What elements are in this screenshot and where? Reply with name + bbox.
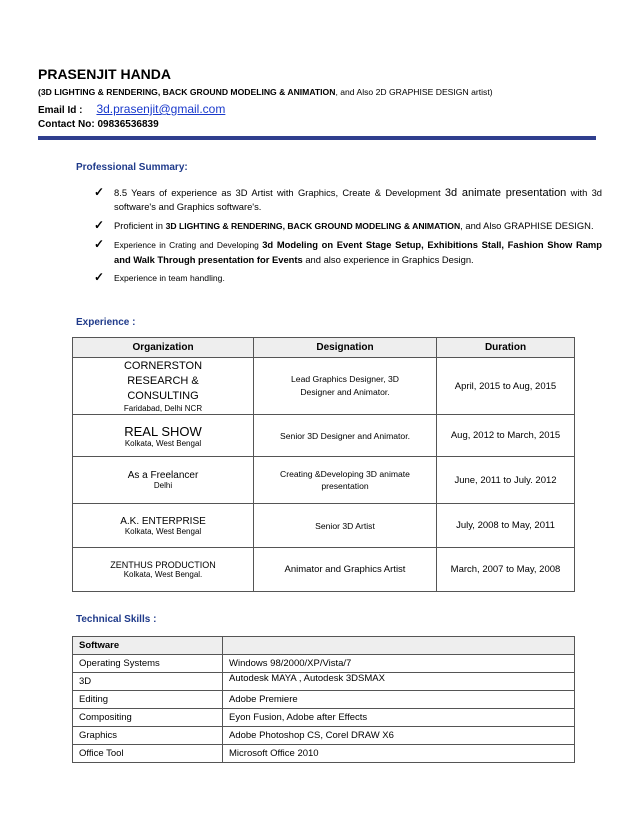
org-name: ZENTHUS PRODUCTION xyxy=(110,560,216,570)
table-row xyxy=(73,504,575,548)
skill-value: Windows 98/2000/XP/Vista/7 xyxy=(223,655,575,673)
skill-value: Eyon Fusion, Adobe after Effects xyxy=(223,709,575,727)
duration-cell: March, 2007 to May, 2008 xyxy=(437,548,575,592)
org-location: Kolkata, West Bengal. xyxy=(123,570,203,579)
skills-title: Technical Skills : xyxy=(76,614,157,625)
table-row xyxy=(73,709,575,727)
col-duration: Duration xyxy=(437,338,575,358)
org-cell xyxy=(73,457,254,504)
org-cell xyxy=(73,415,254,457)
bullet-text: with 3d software's and Graphics software's. xyxy=(114,187,603,213)
table-row xyxy=(73,415,575,457)
bullet-text: and also experience in Graphics Design. xyxy=(302,253,474,265)
duration-cell: July, 2008 to May, 2011 xyxy=(437,504,575,548)
table-row xyxy=(73,548,575,592)
skill-category: Compositing xyxy=(73,709,223,727)
org-name: As a Freelancer xyxy=(127,470,199,481)
candidate-tagline xyxy=(38,87,493,97)
bullet-text: Experience in team handling. xyxy=(114,273,225,284)
table-row xyxy=(73,673,575,691)
org-name: CORNERSTON RESEARCH & CONSULTING xyxy=(123,360,203,402)
col-organization: Organization xyxy=(73,338,254,358)
table-row xyxy=(73,691,575,709)
skill-category: Office Tool xyxy=(73,745,223,763)
experience-table xyxy=(72,337,575,592)
bullet-text: Experience in Crating and Developing xyxy=(114,240,263,251)
designation-text: Lead Graphics Designer, 3D Designer and Animator. xyxy=(291,374,399,397)
org-location: Kolkata, West Bengal xyxy=(124,438,202,448)
skill-category: Graphics xyxy=(73,727,223,745)
summary-bullet xyxy=(94,219,602,233)
contact-number: 09836536839 xyxy=(97,119,159,130)
table-row xyxy=(73,457,575,504)
checkmark-icon: ✓ xyxy=(94,270,105,285)
email-label: Email Id : xyxy=(38,105,83,116)
skill-category: Editing xyxy=(73,691,223,709)
skill-value: Adobe Premiere xyxy=(223,691,575,709)
bullet-text: Proficient in xyxy=(114,219,166,231)
table-row xyxy=(73,745,575,763)
designation-text: Creating &Developing 3D animate presentation xyxy=(280,469,410,491)
bullet-bold: 3d Modeling on Event Stage Setup, Exhibitions Stall, Fashion Show Ramp and Walk Through presentation for Events xyxy=(114,239,602,265)
org-cell xyxy=(73,358,254,415)
experience-title: Experience : xyxy=(76,317,136,328)
org-name: REAL SHOW xyxy=(124,423,202,439)
org-location: Kolkata, West Bengal xyxy=(124,526,202,536)
email-link[interactable]: 3d.prasenjit@gmail.com xyxy=(96,102,226,116)
email-row xyxy=(38,102,225,116)
bullet-highlight: 3d animate presentation xyxy=(444,187,567,199)
designation-cell: Senior 3D Designer and Animator. xyxy=(254,415,437,457)
summary-title: Professional Summary: xyxy=(76,162,188,173)
bullet-bold: 3D LIGHTING & RENDERING, BACK GROUND MODELING & ANIMATION xyxy=(165,220,461,231)
duration-cell: June, 2011 to July. 2012 xyxy=(437,457,575,504)
skill-value: Adobe Photoshop CS, Corel DRAW X6 xyxy=(223,727,575,745)
summary-bullets xyxy=(94,186,602,290)
org-cell xyxy=(73,548,254,592)
experience-header-row xyxy=(73,338,575,358)
table-row xyxy=(73,358,575,415)
col-designation: Designation xyxy=(254,338,437,358)
checkmark-icon: ✓ xyxy=(94,185,105,199)
summary-bullet xyxy=(94,238,602,266)
summary-bullet xyxy=(94,271,602,285)
org-name: A.K. ENTERPRISE xyxy=(120,515,206,527)
tagline-bold: (3D LIGHTING & RENDERING, BACK GROUND MODELING & ANIMATION xyxy=(38,87,336,97)
designation-cell: Animator and Graphics Artist xyxy=(254,548,437,592)
skills-header: Software xyxy=(73,637,223,655)
skill-category: 3D xyxy=(73,673,223,691)
designation-cell xyxy=(254,457,437,504)
skill-value: Microsoft Office 2010 xyxy=(223,745,575,763)
designation-cell xyxy=(254,358,437,415)
duration-cell: Aug, 2012 to March, 2015 xyxy=(437,415,575,457)
skills-header-empty xyxy=(223,637,575,655)
designation-cell: Senior 3D Artist xyxy=(254,504,437,548)
table-row xyxy=(73,727,575,745)
candidate-name: PRASENJIT HANDA xyxy=(38,66,172,82)
contact-row xyxy=(38,119,159,130)
table-row xyxy=(73,655,575,673)
summary-bullet xyxy=(94,186,602,214)
bullet-text: , and Also GRAPHISE DESIGN. xyxy=(460,219,594,231)
org-cell xyxy=(73,504,254,548)
contact-label: Contact No: xyxy=(38,119,95,130)
bullet-text: 8.5 Years of experience as 3D Artist with Graphics, Create & Development xyxy=(114,187,445,198)
skills-table xyxy=(72,636,575,763)
org-location: Delhi xyxy=(153,481,173,490)
skill-category: Operating Systems xyxy=(73,655,223,673)
tagline-rest: , and Also 2D GRAPHISE DESIGN artist) xyxy=(335,87,493,97)
header-divider xyxy=(38,136,596,140)
checkmark-icon: ✓ xyxy=(94,237,105,252)
org-location: Faridabad, Delhi NCR xyxy=(123,404,203,413)
skill-value: Autodesk MAYA , Autodesk 3DSMAX xyxy=(223,673,575,691)
checkmark-icon: ✓ xyxy=(94,217,105,232)
duration-cell: April, 2015 to Aug, 2015 xyxy=(437,358,575,415)
skills-header-row xyxy=(73,637,575,655)
